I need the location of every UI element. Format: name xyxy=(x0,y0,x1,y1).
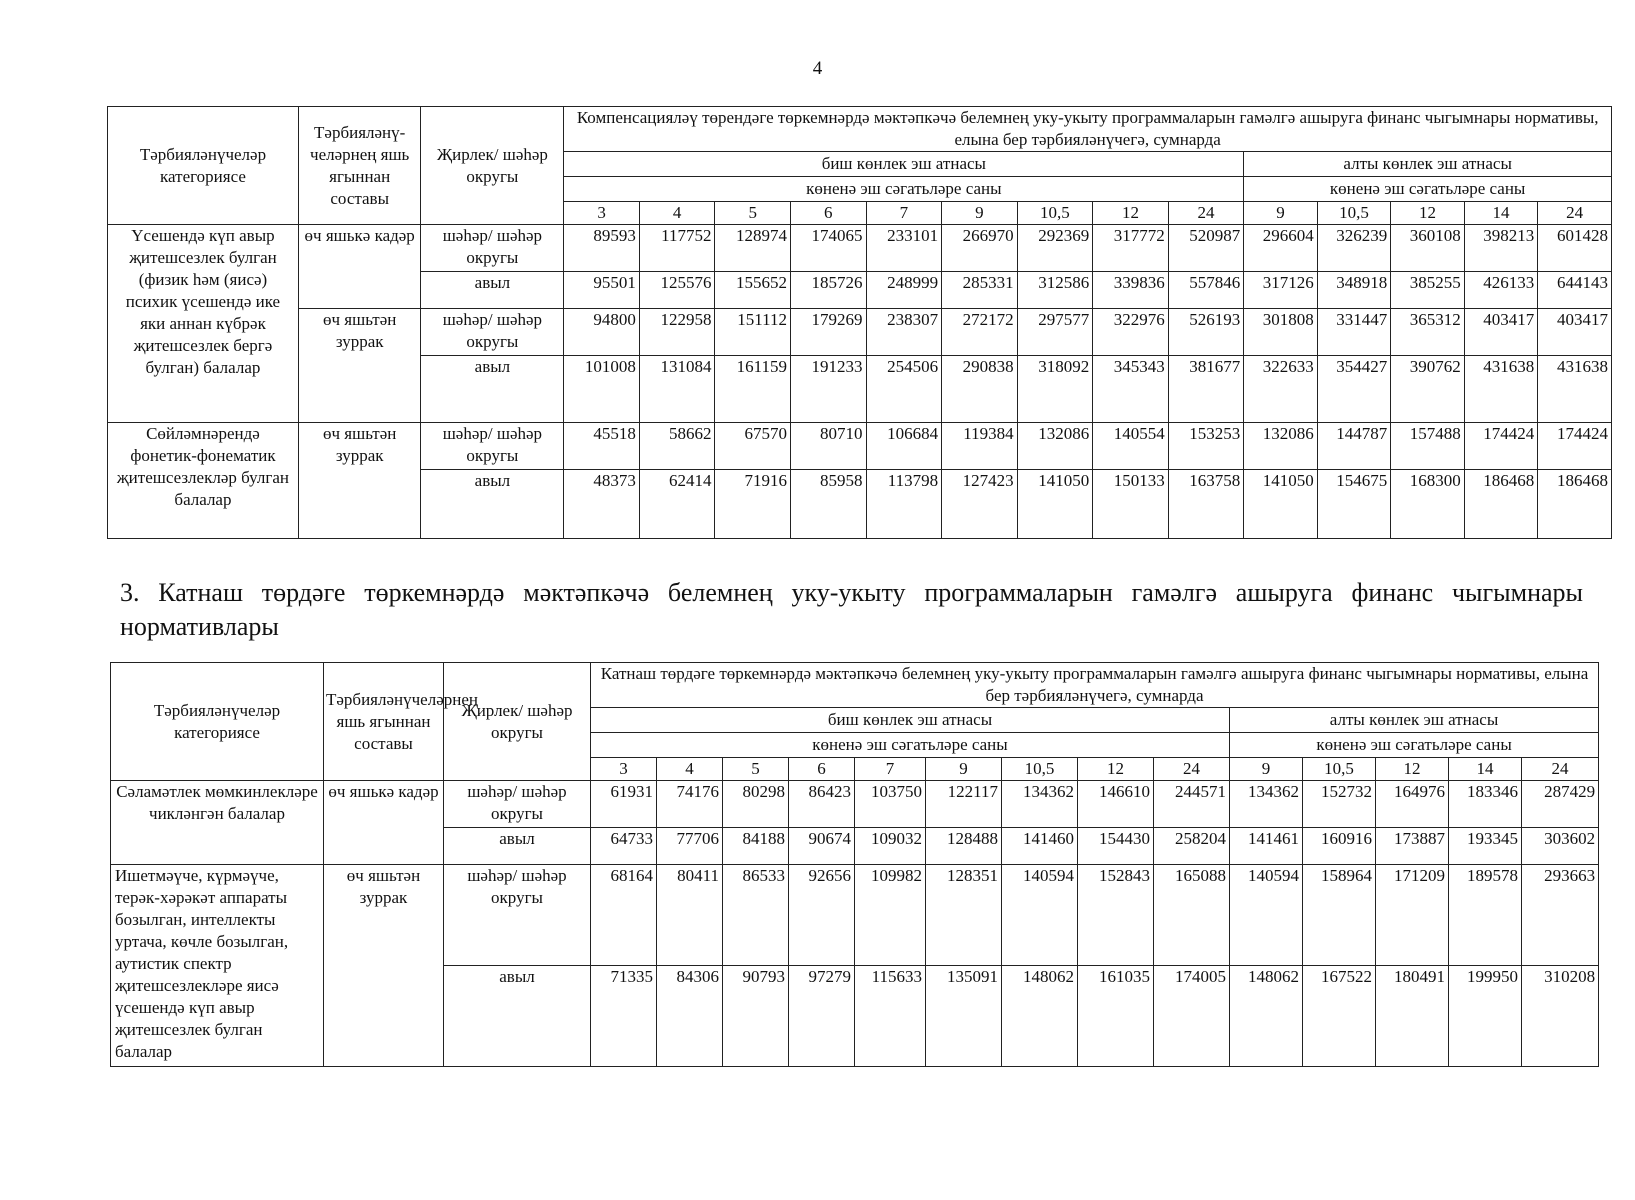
value-cell: 134362 xyxy=(1230,781,1303,828)
value-cell: 266970 xyxy=(942,225,1018,272)
value-cell: 158964 xyxy=(1303,865,1376,966)
value-cell: 151112 xyxy=(715,309,791,356)
value-cell: 101008 xyxy=(564,356,640,423)
value-cell: 109032 xyxy=(855,828,926,865)
value-cell: 128488 xyxy=(926,828,1002,865)
header-age: Тәрбияләнүчеләрнең яшь ягыннан составы xyxy=(324,663,444,781)
value-cell: 601428 xyxy=(1538,225,1612,272)
value-cell: 80411 xyxy=(657,865,723,966)
category-cell: Сәламәтлек мөмкинлекләре чикләнгән балалар xyxy=(111,781,324,865)
value-cell: 174424 xyxy=(1538,423,1612,470)
value-cell: 94800 xyxy=(564,309,640,356)
header-six-day-week: алты көнлек эш атнасы xyxy=(1230,708,1599,733)
value-cell: 186468 xyxy=(1464,470,1538,539)
header-hours-column: 12 xyxy=(1391,202,1465,225)
value-cell: 191233 xyxy=(791,356,867,423)
value-cell: 109982 xyxy=(855,865,926,966)
value-cell: 113798 xyxy=(866,470,942,539)
value-cell: 526193 xyxy=(1168,309,1244,356)
value-cell: 173887 xyxy=(1376,828,1449,865)
value-cell: 345343 xyxy=(1093,356,1169,423)
value-cell: 131084 xyxy=(639,356,715,423)
age-cell: өч яшьтән зуррак xyxy=(298,309,421,423)
value-cell: 92656 xyxy=(789,865,855,966)
value-cell: 67570 xyxy=(715,423,791,470)
value-cell: 122958 xyxy=(639,309,715,356)
header-hours-column: 7 xyxy=(866,202,942,225)
value-cell: 134362 xyxy=(1002,781,1078,828)
value-cell: 148062 xyxy=(1230,966,1303,1067)
value-cell: 71335 xyxy=(591,966,657,1067)
value-cell: 244571 xyxy=(1154,781,1230,828)
value-cell: 431638 xyxy=(1464,356,1538,423)
table-row xyxy=(108,309,1612,356)
table-row xyxy=(108,423,1612,470)
value-cell: 354427 xyxy=(1317,356,1391,423)
value-cell: 179269 xyxy=(791,309,867,356)
value-cell: 152732 xyxy=(1303,781,1376,828)
value-cell: 161159 xyxy=(715,356,791,423)
header-hours-column: 14 xyxy=(1464,202,1538,225)
header-hours-column: 24 xyxy=(1538,202,1612,225)
value-cell: 64733 xyxy=(591,828,657,865)
area-cell: шәһәр/ шәһәр округы xyxy=(444,865,591,966)
value-cell: 193345 xyxy=(1449,828,1522,865)
value-cell: 122117 xyxy=(926,781,1002,828)
value-cell: 174005 xyxy=(1154,966,1230,1067)
header-hours-per-day: көненә эш сәгатьләре саны xyxy=(564,177,1244,202)
value-cell: 296604 xyxy=(1244,225,1318,272)
header-main-title: Катнаш төрдәге төркемнәрдә мәктәпкәчә белемнең уку-укыту программаларын гамәлгә ашыруга финанс чыгымнары нормативы, елына бер тәрбияләнүчегә, сумнарда xyxy=(591,663,1599,708)
value-cell: 248999 xyxy=(866,272,942,309)
value-cell: 167522 xyxy=(1303,966,1376,1067)
value-cell: 84306 xyxy=(657,966,723,1067)
value-cell: 310208 xyxy=(1522,966,1599,1067)
value-cell: 287429 xyxy=(1522,781,1599,828)
value-cell: 426133 xyxy=(1464,272,1538,309)
value-cell: 199950 xyxy=(1449,966,1522,1067)
value-cell: 141460 xyxy=(1002,828,1078,865)
value-cell: 290838 xyxy=(942,356,1018,423)
header-hours-per-day: көненә эш сәгатьләре саны xyxy=(1244,177,1612,202)
value-cell: 431638 xyxy=(1538,356,1612,423)
value-cell: 106684 xyxy=(866,423,942,470)
value-cell: 125576 xyxy=(639,272,715,309)
page-number: 4 xyxy=(812,58,823,79)
value-cell: 128974 xyxy=(715,225,791,272)
value-cell: 103750 xyxy=(855,781,926,828)
value-cell: 80298 xyxy=(723,781,789,828)
value-cell: 398213 xyxy=(1464,225,1538,272)
age-cell: өч яшьтән зуррак xyxy=(324,865,444,1067)
header-hours-column: 5 xyxy=(715,202,791,225)
value-cell: 520987 xyxy=(1168,225,1244,272)
area-cell: авыл xyxy=(421,272,564,309)
value-cell: 171209 xyxy=(1376,865,1449,966)
area-cell: шәһәр/ шәһәр округы xyxy=(444,781,591,828)
value-cell: 297577 xyxy=(1017,309,1093,356)
value-cell: 97279 xyxy=(789,966,855,1067)
value-cell: 403417 xyxy=(1538,309,1612,356)
value-cell: 174065 xyxy=(791,225,867,272)
header-area: Җирлек/ шәһәр округы xyxy=(444,663,591,781)
value-cell: 272172 xyxy=(942,309,1018,356)
value-cell: 58662 xyxy=(639,423,715,470)
header-hours-column: 12 xyxy=(1376,758,1449,781)
value-cell: 185726 xyxy=(791,272,867,309)
age-cell: өч яшькә кадәр xyxy=(324,781,444,865)
value-cell: 161035 xyxy=(1078,966,1154,1067)
value-cell: 322976 xyxy=(1093,309,1169,356)
value-cell: 77706 xyxy=(657,828,723,865)
value-cell: 132086 xyxy=(1017,423,1093,470)
value-cell: 140594 xyxy=(1002,865,1078,966)
value-cell: 285331 xyxy=(942,272,1018,309)
value-cell: 144787 xyxy=(1317,423,1391,470)
header-hours-per-day: көненә эш сәгатьләре саны xyxy=(591,733,1230,758)
value-cell: 292369 xyxy=(1017,225,1093,272)
area-cell: шәһәр/ шәһәр округы xyxy=(421,423,564,470)
header-hours-column: 24 xyxy=(1168,202,1244,225)
value-cell: 61931 xyxy=(591,781,657,828)
header-hours-column: 10,5 xyxy=(1017,202,1093,225)
header-hours-per-day: көненә эш сәгатьләре саны xyxy=(1230,733,1599,758)
value-cell: 115633 xyxy=(855,966,926,1067)
value-cell: 163758 xyxy=(1168,470,1244,539)
header-hours-column: 9 xyxy=(1230,758,1303,781)
value-cell: 180491 xyxy=(1376,966,1449,1067)
value-cell: 254506 xyxy=(866,356,942,423)
value-cell: 80710 xyxy=(791,423,867,470)
area-cell: авыл xyxy=(421,470,564,539)
value-cell: 317126 xyxy=(1244,272,1318,309)
value-cell: 119384 xyxy=(942,423,1018,470)
value-cell: 348918 xyxy=(1317,272,1391,309)
value-cell: 90793 xyxy=(723,966,789,1067)
value-cell: 164976 xyxy=(1376,781,1449,828)
value-cell: 140554 xyxy=(1093,423,1169,470)
value-cell: 403417 xyxy=(1464,309,1538,356)
value-cell: 90674 xyxy=(789,828,855,865)
area-cell: авыл xyxy=(444,828,591,865)
header-hours-column: 24 xyxy=(1154,758,1230,781)
category-cell: Сөйләмнәрендә фонетик-фонематик җитешсезлекләр булган балалар xyxy=(108,423,299,539)
value-cell: 360108 xyxy=(1391,225,1465,272)
header-category: Тәрбияләнүчеләр категориясе xyxy=(111,663,324,781)
header-hours-column: 6 xyxy=(791,202,867,225)
value-cell: 326239 xyxy=(1317,225,1391,272)
area-cell: авыл xyxy=(444,966,591,1067)
table-row xyxy=(111,781,1599,828)
value-cell: 71916 xyxy=(715,470,791,539)
header-hours-column: 9 xyxy=(942,202,1018,225)
area-cell: шәһәр/ шәһәр округы xyxy=(421,225,564,272)
value-cell: 154675 xyxy=(1317,470,1391,539)
header-hours-column: 14 xyxy=(1449,758,1522,781)
header-hours-column: 4 xyxy=(639,202,715,225)
value-cell: 385255 xyxy=(1391,272,1465,309)
value-cell: 303602 xyxy=(1522,828,1599,865)
header-area: Җирлек/ шәһәр округы xyxy=(421,107,564,225)
value-cell: 84188 xyxy=(723,828,789,865)
value-cell: 146610 xyxy=(1078,781,1154,828)
header-five-day-week: биш көнлек эш атнасы xyxy=(564,152,1244,177)
header-category: Тәрбияләнүчеләр категориясе xyxy=(108,107,299,225)
header-row xyxy=(108,107,1612,152)
value-cell: 128351 xyxy=(926,865,1002,966)
header-hours-column: 7 xyxy=(855,758,926,781)
header-hours-column: 3 xyxy=(591,758,657,781)
header-hours-column: 9 xyxy=(1244,202,1318,225)
value-cell: 293663 xyxy=(1522,865,1599,966)
category-cell: Үсешендә күп авыр җитешсезлек булган (физик һәм (яисә) психик үсешендә ике яки аннан күбрәк җитешсезлек бергә булган) балалар xyxy=(108,225,299,423)
value-cell: 157488 xyxy=(1391,423,1465,470)
value-cell: 238307 xyxy=(866,309,942,356)
value-cell: 89593 xyxy=(564,225,640,272)
table-row xyxy=(111,865,1599,966)
value-cell: 168300 xyxy=(1391,470,1465,539)
value-cell: 233101 xyxy=(866,225,942,272)
value-cell: 365312 xyxy=(1391,309,1465,356)
value-cell: 183346 xyxy=(1449,781,1522,828)
value-cell: 117752 xyxy=(639,225,715,272)
value-cell: 165088 xyxy=(1154,865,1230,966)
value-cell: 85958 xyxy=(791,470,867,539)
value-cell: 322633 xyxy=(1244,356,1318,423)
value-cell: 339836 xyxy=(1093,272,1169,309)
header-hours-column: 24 xyxy=(1522,758,1599,781)
value-cell: 45518 xyxy=(564,423,640,470)
header-hours-column: 10,5 xyxy=(1002,758,1078,781)
value-cell: 86423 xyxy=(789,781,855,828)
value-cell: 86533 xyxy=(723,865,789,966)
area-cell: авыл xyxy=(421,356,564,423)
value-cell: 189578 xyxy=(1449,865,1522,966)
header-hours-column: 12 xyxy=(1078,758,1154,781)
value-cell: 132086 xyxy=(1244,423,1318,470)
value-cell: 318092 xyxy=(1017,356,1093,423)
value-cell: 154430 xyxy=(1078,828,1154,865)
value-cell: 152843 xyxy=(1078,865,1154,966)
header-hours-column: 4 xyxy=(657,758,723,781)
header-hours-column: 6 xyxy=(789,758,855,781)
header-hours-column: 10,5 xyxy=(1317,202,1391,225)
value-cell: 62414 xyxy=(639,470,715,539)
value-cell: 148062 xyxy=(1002,966,1078,1067)
header-hours-column: 12 xyxy=(1093,202,1169,225)
header-hours-column: 10,5 xyxy=(1303,758,1376,781)
value-cell: 68164 xyxy=(591,865,657,966)
value-cell: 331447 xyxy=(1317,309,1391,356)
header-six-day-week: алты көнлек эш атнасы xyxy=(1244,152,1612,177)
value-cell: 141461 xyxy=(1230,828,1303,865)
table-row xyxy=(108,225,1612,272)
value-cell: 557846 xyxy=(1168,272,1244,309)
value-cell: 317772 xyxy=(1093,225,1169,272)
age-cell: өч яшьтән зуррак xyxy=(298,423,421,539)
header-hours-column: 9 xyxy=(926,758,1002,781)
value-cell: 258204 xyxy=(1154,828,1230,865)
value-cell: 174424 xyxy=(1464,423,1538,470)
area-cell: шәһәр/ шәһәр округы xyxy=(421,309,564,356)
header-age: Тәрбияләнү-челәрнең яшь ягыннан составы xyxy=(298,107,421,225)
header-five-day-week: биш көнлек эш атнасы xyxy=(591,708,1230,733)
value-cell: 186468 xyxy=(1538,470,1612,539)
value-cell: 155652 xyxy=(715,272,791,309)
mixed-groups-table xyxy=(110,662,1599,1067)
value-cell: 301808 xyxy=(1244,309,1318,356)
value-cell: 141050 xyxy=(1017,470,1093,539)
value-cell: 150133 xyxy=(1093,470,1169,539)
age-cell: өч яшькә кадәр xyxy=(298,225,421,309)
header-hours-column: 3 xyxy=(564,202,640,225)
header-hours-column: 5 xyxy=(723,758,789,781)
value-cell: 140594 xyxy=(1230,865,1303,966)
value-cell: 74176 xyxy=(657,781,723,828)
category-cell: Ишетмәүче, күрмәүче, терәк-хәрәкәт аппараты бозылган, интеллекты уртача, көчле бозылган, аутистик спектр җитешсезлекләре яисә үсешендә күп авыр җитешсезлек булган балалар xyxy=(111,865,324,1067)
header-row xyxy=(111,663,1599,708)
value-cell: 135091 xyxy=(926,966,1002,1067)
value-cell: 390762 xyxy=(1391,356,1465,423)
value-cell: 644143 xyxy=(1538,272,1612,309)
value-cell: 153253 xyxy=(1168,423,1244,470)
value-cell: 95501 xyxy=(564,272,640,309)
value-cell: 141050 xyxy=(1244,470,1318,539)
value-cell: 127423 xyxy=(942,470,1018,539)
header-main-title: Компенсацияләү төрендәге төркемнәрдә мәктәпкәчә белемнең уку-укыту программаларын гамәлгә ашыруга финанс чыгымнары нормативы, елына бер тәрбияләнүчегә, сумнарда xyxy=(564,107,1612,152)
value-cell: 381677 xyxy=(1168,356,1244,423)
value-cell: 48373 xyxy=(564,470,640,539)
compensating-groups-table xyxy=(107,106,1612,539)
value-cell: 312586 xyxy=(1017,272,1093,309)
section-3-heading: 3. Катнаш төрдәге төркемнәрдә мәктәпкәчә белемнең уку-укыту программаларын гамәлгә ашыруга финанс чыгымнары нормативлары xyxy=(120,578,1583,641)
value-cell: 160916 xyxy=(1303,828,1376,865)
